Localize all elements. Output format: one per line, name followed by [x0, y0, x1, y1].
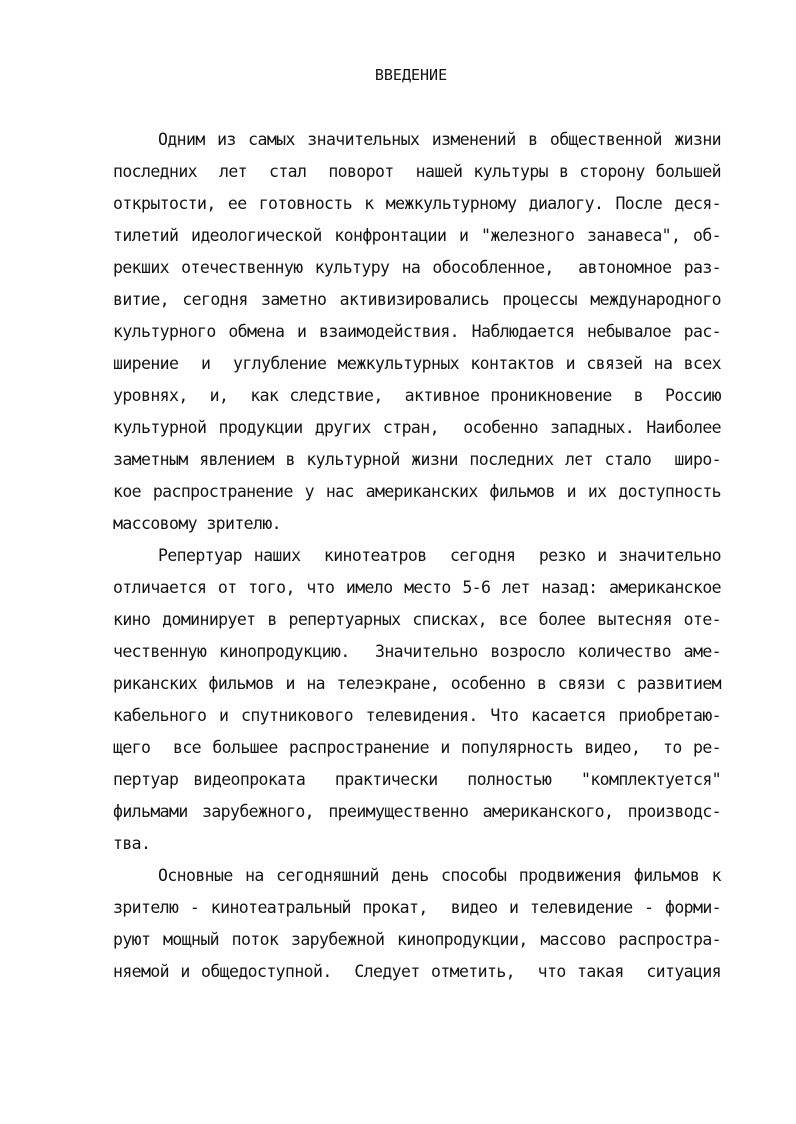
- text-line: фильмами зарубежного, преимущественно американского, производс-: [113, 802, 721, 821]
- text-line: культурной продукции других стран, особенно западных. Наиболее: [113, 418, 721, 437]
- text-line: массовому зрителю.: [113, 514, 282, 533]
- page-title: ВВЕДЕНИЕ: [374, 66, 448, 84]
- text-line: заметным явлением в культурной жизни последних лет стало широ-: [113, 450, 721, 469]
- text-line: Одним из самых значительных изменений в общественной жизни: [158, 130, 721, 149]
- text-line: ширение и углубление межкультурных контактов и связей на всех: [113, 354, 721, 373]
- text-line: открытости, ее готовность к межкультурному диалогу. После деся-: [113, 194, 721, 213]
- text-line: тилетий идеологической конфронтации и "железного занавеса", об-: [113, 226, 721, 245]
- text-line: кое распространение у нас американских фильмов и их доступность: [113, 482, 721, 501]
- text-line: отличается от того, что имело место 5-6 лет назад: американское: [113, 578, 721, 597]
- text-line: риканских фильмов и на телеэкране, особенно в связи с развитием: [113, 674, 721, 693]
- text-line: зрителю - кинотеатральный прокат, видео и телевидение - форми-: [113, 898, 721, 917]
- text-line: руют мощный поток зарубежной кинопродукции, массово распростра-: [113, 930, 721, 949]
- text-line: кино доминирует в репертуарных списках, все более вытесняя оте-: [113, 610, 721, 629]
- text-line: Основные на сегодняшний день способы продвижения фильмов к: [158, 866, 721, 885]
- text-line: няемой и общедоступной. Следует отметить, что такая ситуация: [113, 962, 721, 981]
- text-line: последних лет стал поворот нашей культуры в сторону большей: [113, 162, 721, 181]
- text-line: культурного обмена и взаимодействия. Наблюдается небывалое рас-: [113, 322, 721, 341]
- text-line: тва.: [113, 834, 151, 853]
- text-line: щего все большее распространение и популярность видео, то ре-: [113, 738, 721, 757]
- text-line: рекших отечественную культуру на обособленное, автономное раз-: [113, 258, 721, 277]
- text-line: уровнях, и, как следствие, активное проникновение в Россию: [113, 386, 721, 405]
- text-line: чественную кинопродукцию. Значительно возросло количество аме-: [113, 642, 721, 661]
- text-line: пертуар видеопроката практически полностью "комплектуется": [113, 770, 721, 789]
- text-line: витие, сегодня заметно активизировались процессы международного: [113, 290, 721, 309]
- text-line: кабельного и спутникового телевидения. Что касается приобретаю-: [113, 706, 721, 725]
- text-line: Репертуар наших кинотеатров сегодня резко и значительно: [158, 546, 721, 565]
